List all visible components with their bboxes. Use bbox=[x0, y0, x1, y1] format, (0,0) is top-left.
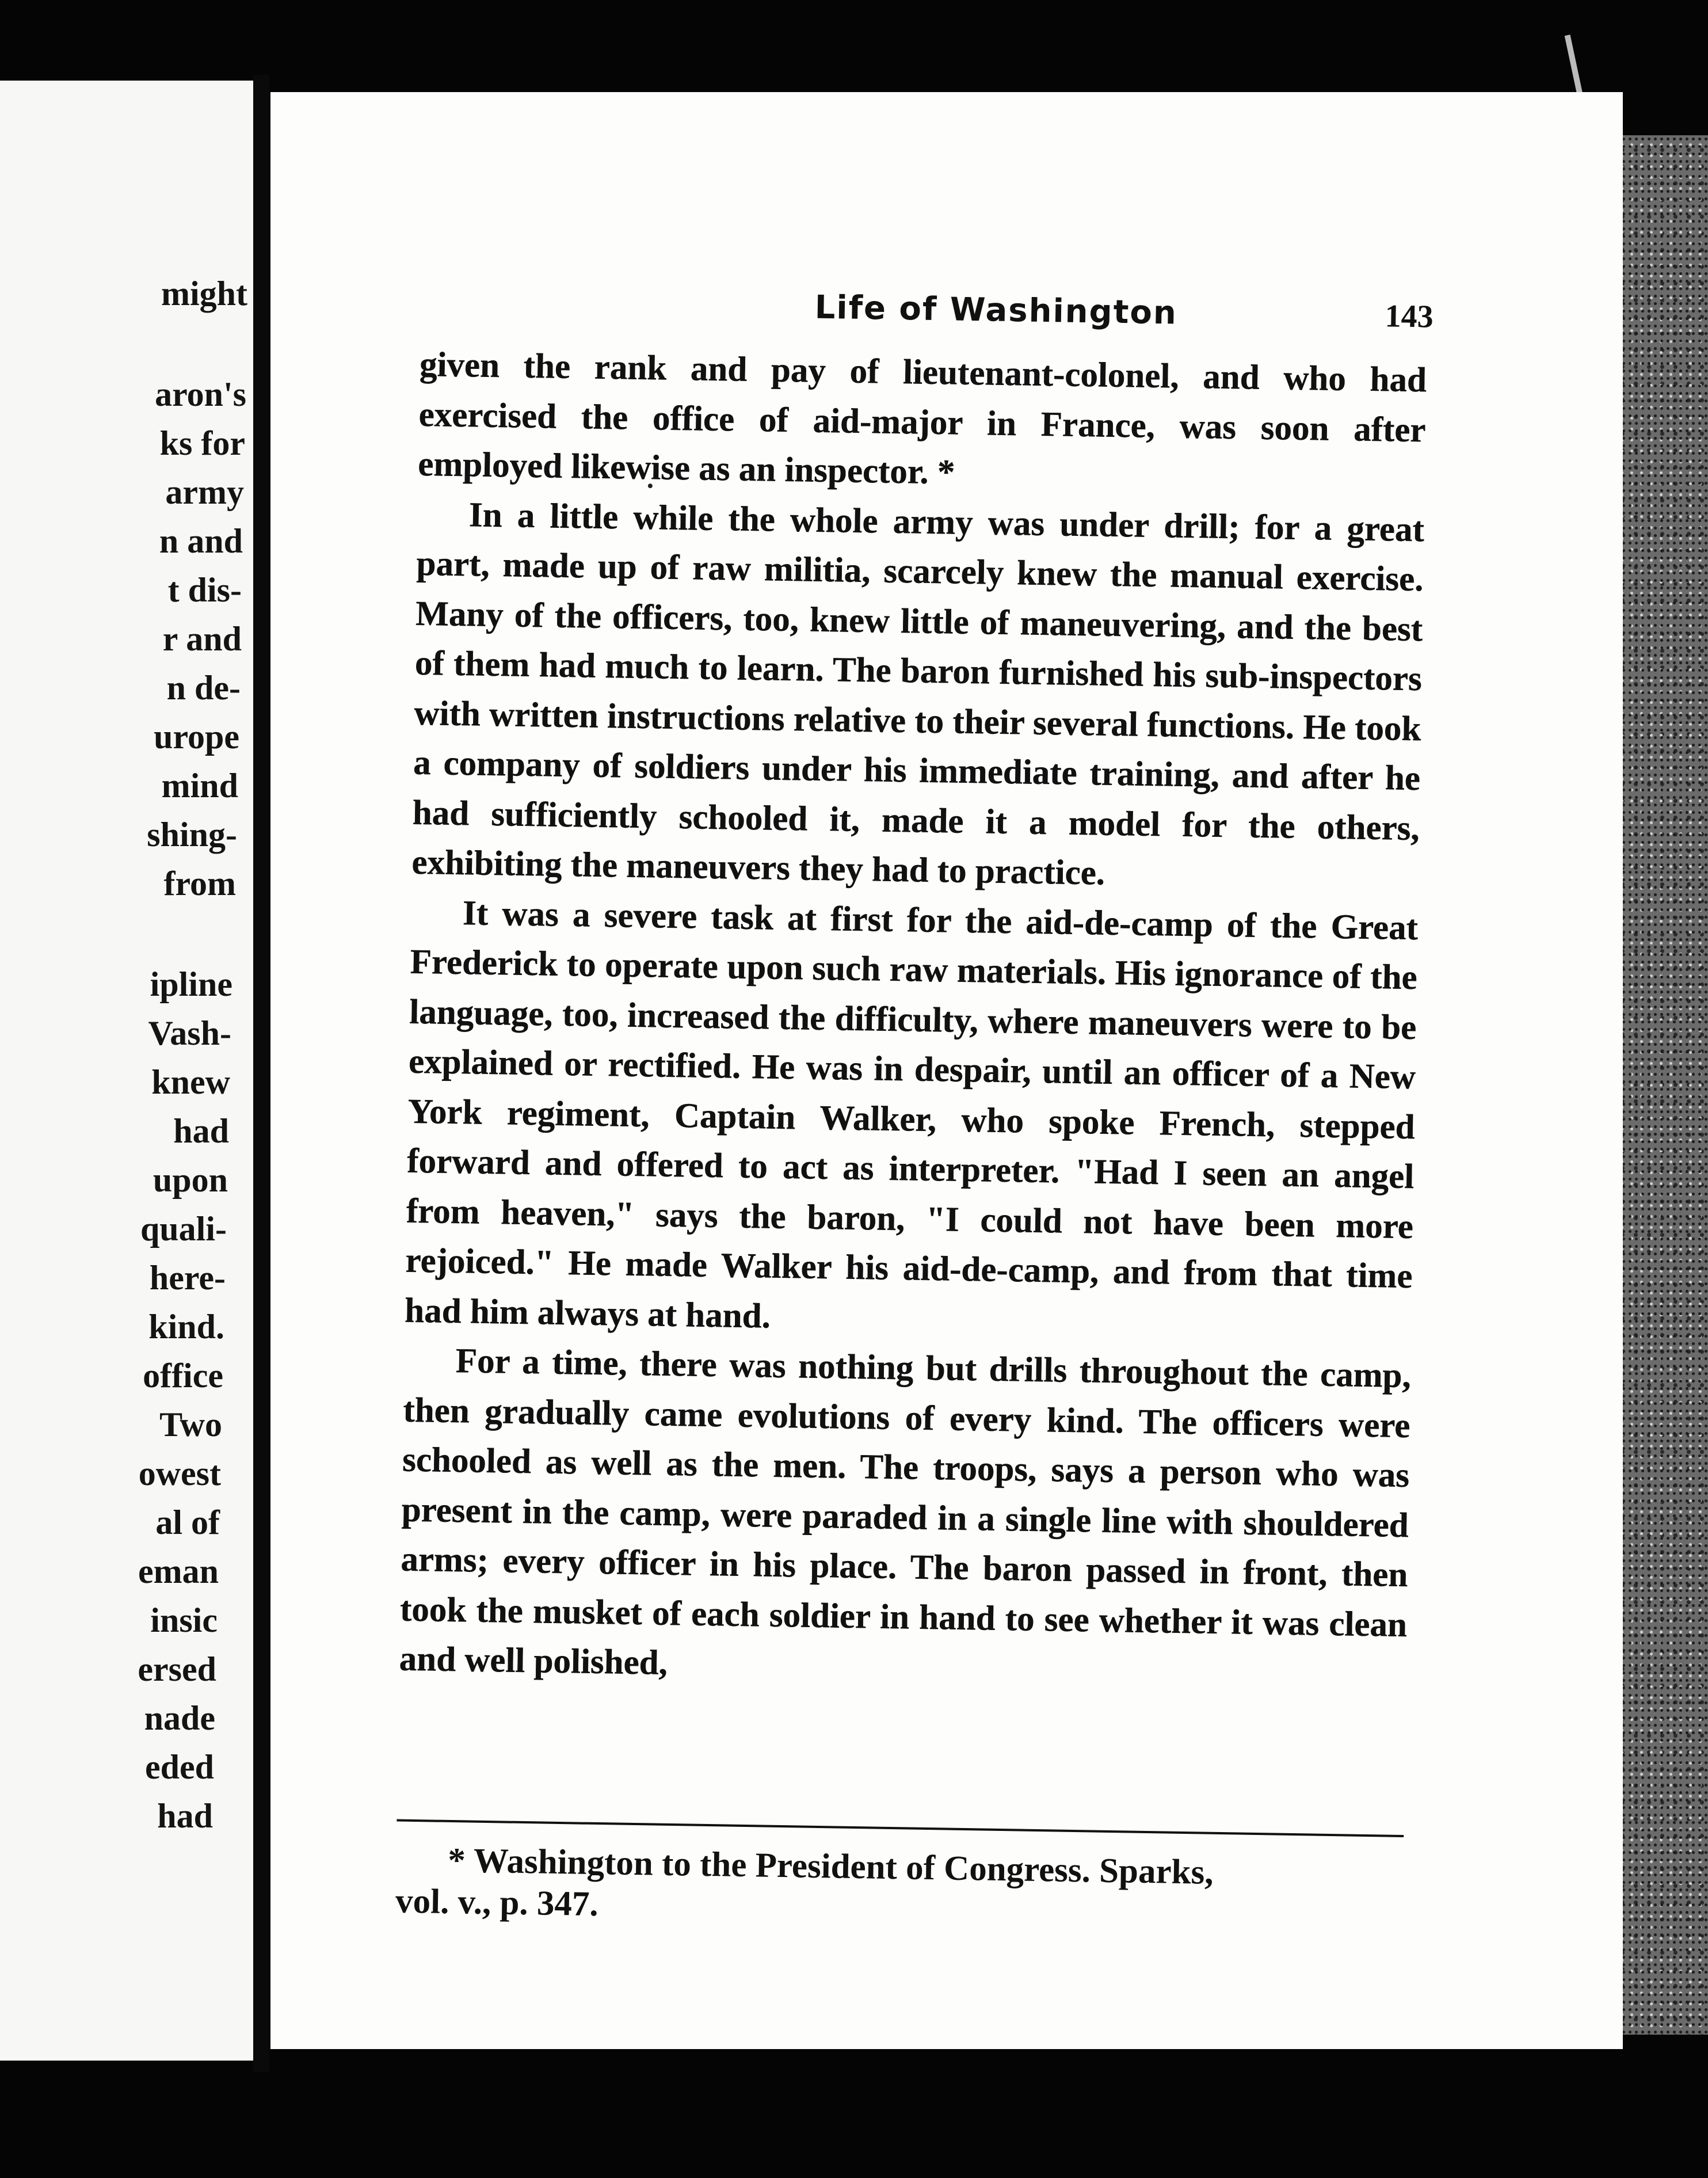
paragraph: In a little while the whole army was under drill; for a great part, made up of raw militia, scarcely knew the manual exercise. Many of the officers, too, knew little of maneuvering, and the best of them had much to learn. The baron furnished his sub-inspectors with written instructions relative to their several functions. He took a company of soldiers under his immediate training, and after he had sufficiently schooled it, made it a model for the others, exhibiting the maneuvers they had to practice. bbox=[411, 495, 1425, 893]
facing-page-line-fragment: urope bbox=[154, 718, 239, 756]
book-page bbox=[270, 92, 1623, 2049]
facing-page-line-fragment: aron's bbox=[155, 375, 246, 413]
facing-page-line-fragment: army bbox=[165, 473, 244, 511]
facing-page-line-fragment: al of bbox=[155, 1503, 220, 1541]
facing-page-line-fragment: t dis- bbox=[167, 571, 242, 609]
facing-page-line-fragment: insic bbox=[150, 1601, 218, 1639]
facing-page-line-fragment: nade bbox=[144, 1699, 215, 1737]
footnote-line: * Washington to the President of Congress. Sparks, bbox=[447, 1841, 1214, 1892]
facing-page-line-fragment: kind. bbox=[148, 1308, 224, 1346]
page-number: 143 bbox=[1385, 298, 1434, 335]
paragraph: For a time, there was nothing but drills throughout the camp, then gradually came evolutions of every kind. The officers were schooled as well as the men. The troops, says a person who was present in the camp, were paraded in a single line with shouldered arms; every officer in his place. The baron passed in front, then took the musket of each soldier in hand to see whether it was clean and well polished, bbox=[399, 1342, 1412, 1682]
facing-page-line-fragment: Vash- bbox=[148, 1014, 231, 1052]
book-edge-speckled bbox=[1614, 135, 1708, 2035]
facing-page-line-fragment: upon bbox=[152, 1161, 228, 1199]
footnote bbox=[395, 1840, 1404, 1938]
footnote-line: vol. v., p. 347. bbox=[395, 1882, 599, 1924]
facing-page-line-fragment: r and bbox=[162, 620, 242, 658]
facing-page-line-fragment: n de- bbox=[166, 669, 241, 707]
running-head: Life of Washington bbox=[814, 288, 1178, 332]
paragraph: given the rank and pay of lieutenant-colonel, and who had exercised the office of aid-major in France, was soon after employed likewise as an inspector. * bbox=[417, 345, 1427, 492]
facing-page-line-fragment: n and bbox=[159, 522, 243, 560]
facing-page-line-fragment: had bbox=[157, 1797, 213, 1835]
facing-page-line-fragment: owest bbox=[138, 1454, 221, 1492]
facing-page-line-fragment: eded bbox=[145, 1748, 214, 1786]
facing-page-line-fragment: shing- bbox=[147, 816, 237, 854]
facing-page-line-fragment: mind bbox=[161, 767, 238, 805]
facing-page-line-fragment: knew bbox=[151, 1063, 230, 1101]
footnote-rule bbox=[396, 1819, 1404, 1837]
facing-page-line-fragment: eman bbox=[138, 1552, 219, 1590]
facing-page-line-fragment: ipline bbox=[150, 965, 232, 1003]
facing-page-line-fragment: Two bbox=[159, 1406, 222, 1444]
paragraph: It was a severe task at first for the aid-de-camp of the Great Frederick to operate upon such raw materials. His ignorance of the language, too, increased the difficulty, where maneuvers were to be explained or rectified. He was in despair, until an officer of a New York regiment, Captain Walker, who spoke French, stepped forward and offered to act as interpreter. "Had I seen an angel from heaven," says the baron, "I could not have been more rejoiced." He made Walker his aid-de-camp, and from that time had him always at hand. bbox=[404, 893, 1419, 1336]
body-text bbox=[399, 340, 1427, 1700]
facing-page-line-fragment: ks for bbox=[159, 424, 245, 462]
page-content bbox=[270, 92, 1623, 2049]
facing-page-line-fragment: here- bbox=[149, 1259, 226, 1297]
facing-page-line-fragment: from bbox=[163, 865, 236, 903]
facing-page-line-fragment: ersed bbox=[138, 1650, 216, 1688]
book-gutter bbox=[253, 75, 269, 2072]
facing-page-line-fragment: office bbox=[143, 1357, 223, 1395]
facing-page-line-fragment: quali- bbox=[140, 1210, 227, 1248]
facing-page bbox=[0, 81, 253, 2061]
facing-page-line-fragment: might bbox=[161, 275, 247, 313]
facing-page-line-fragment: had bbox=[173, 1112, 229, 1150]
